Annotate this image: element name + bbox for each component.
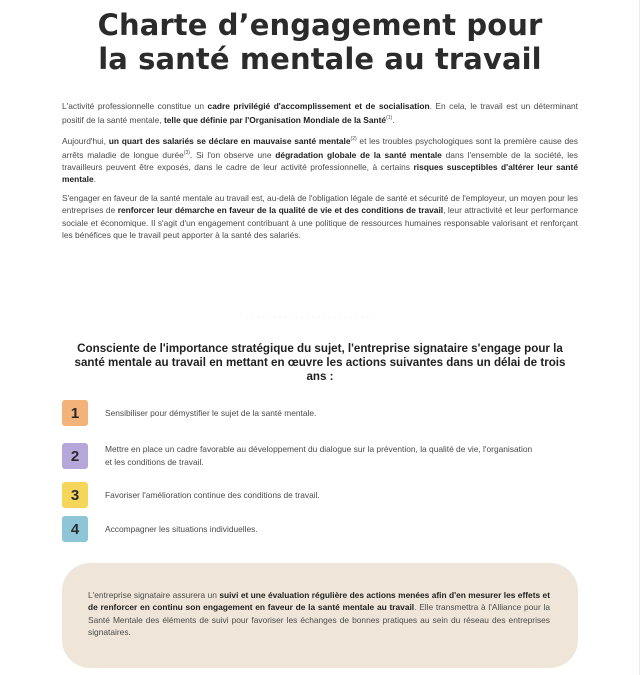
action-text: Mettre en place un cadre favorable au développement du dialogue sur la prévention, la qualité de vie, l'organisation et les conditions de travail. <box>105 444 533 467</box>
commitment-heading: Consciente de l'importance stratégique du sujet, l'entreprise signataire s'engage pour la santé mentale au travail en mettant en œuvre les actions suivantes dans un délai de trois ans : <box>74 342 566 384</box>
bold-run: telle que définie par l'Organisation Mondiale de la Santé <box>163 115 387 126</box>
action-item-2 <box>62 443 535 469</box>
faded-separator-text: · · · · · · · · · · · · · · · · · · · · · · · · <box>246 314 375 321</box>
text-run: . Elle transmettra à l'Alliance pour la Santé Mentale des éléments de suivi pour favoriser les échanges de bonnes pratiques au sein du réseau des entreprises signataires. <box>88 602 550 638</box>
action-number-badge: 3 <box>62 482 88 508</box>
bold-run: dégradation globale de la santé mentale <box>275 149 442 160</box>
text-run: S'engager en faveur de la santé mentale au travail est, au-delà de l'obligation légale de santé et sécurité de l'employeur, un moyen pour les entreprises de <box>62 192 578 216</box>
page-title <box>40 8 600 76</box>
text-run: . <box>93 174 96 185</box>
action-text: Sensibiliser pour démystifier le sujet de la santé mentale. <box>105 407 317 418</box>
intro-paragraph-3 <box>62 192 578 242</box>
text-run: et les troubles psychologiques sont la première cause des arrêts maladie de longue durée <box>62 135 578 160</box>
text-run: L'entreprise signataire assurera un <box>88 590 220 600</box>
bold-run: renforcer leur démarche en faveur de la qualité de vie et des conditions de travail <box>117 205 444 216</box>
footnote-ref: (3) <box>183 149 190 156</box>
footnote-ref: (1) <box>386 115 393 122</box>
text-run: L'activité professionnelle constitue un <box>62 101 208 111</box>
title-line-2: la santé mentale au travail <box>98 42 542 76</box>
intro-paragraph-1 <box>62 100 578 127</box>
action-number-badge: 1 <box>62 400 88 426</box>
bold-run: cadre privilégié d'accomplissement et de socialisation <box>207 101 430 111</box>
action-item-4 <box>62 516 535 542</box>
action-number-badge: 2 <box>62 443 88 469</box>
intro-section <box>62 100 578 247</box>
text-run: . Si l'on observe une <box>189 149 276 160</box>
footnote-ref: (2) <box>350 135 357 142</box>
text-run: Aujourd'hui, <box>62 135 109 146</box>
action-item-3 <box>62 482 535 508</box>
title-line-1: Charte d’engagement pour <box>97 8 543 42</box>
follow-up-box <box>62 563 578 668</box>
action-text: Favoriser l'amélioration continue des conditions de travail. <box>105 489 320 500</box>
text-run: . En cela, le travail est un déterminant positif de la santé mentale, <box>62 101 578 126</box>
intro-paragraph-2 <box>62 133 578 186</box>
text-run: , leur attractivité et leur performance sociale et économique. Il s'agit d'un engagement contribuant à une politique de ressources humaines responsable valorisant et renforçant les bénéfices que le travail peut apporter à la santé des salariés. <box>62 205 578 241</box>
bold-run: un quart des salariés se déclare en mauvaise santé mentale <box>108 135 351 146</box>
bold-run: risques susceptibles d'altérer leur santé mentale <box>62 162 578 185</box>
text-run: dans l'ensemble de la société, les travailleurs peuvent être exposés, dans le cadre de leur activité professionnelle, à certains <box>62 149 578 173</box>
action-number-badge: 4 <box>62 516 88 542</box>
text-run: . <box>392 115 395 126</box>
action-text: Accompagner les situations individuelles. <box>105 523 258 534</box>
action-item-1 <box>62 400 535 426</box>
bold-run: suivi et une évaluation régulière des actions menées afin d'en mesurer les effets et de renforcer en continu son engagement en faveur de la santé mentale au travail <box>88 590 550 613</box>
